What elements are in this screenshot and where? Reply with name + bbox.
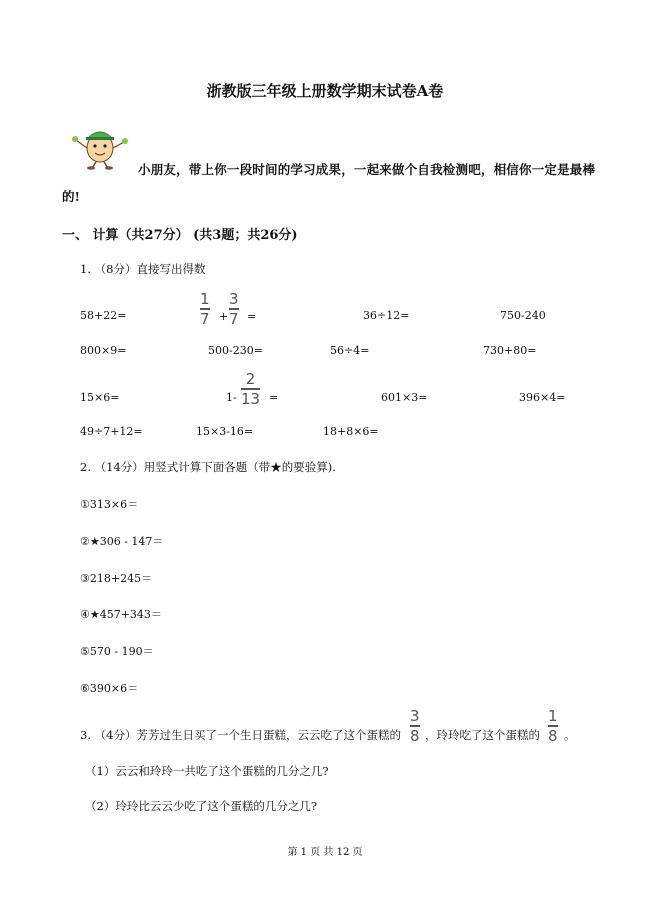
fraction-numerator: 3: [229, 290, 239, 308]
equals-sign: =: [269, 391, 279, 404]
q2-item-2: ②★306 - 147＝: [80, 535, 164, 548]
question-3-label-part3: 。: [564, 728, 576, 742]
q1-r4-b: 15×3-16=: [196, 425, 254, 438]
plus-sign: +: [219, 310, 229, 323]
q2-item-4: ④★457+343＝: [80, 608, 162, 621]
q1-r3-c: 601×3=: [381, 391, 428, 404]
q3-sub-question-1: （1）云云和玲玲一共吃了这个蛋糕的几分之几?: [85, 764, 329, 778]
q1-r2-d: 730+80=: [483, 344, 537, 357]
q1-r4-c: 18+8×6=: [323, 425, 379, 438]
fraction-numerator: 2: [245, 370, 256, 388]
question-3-label-part1: 3. （4分）芳芳过生日买了一个生日蛋糕，云云吃了这个蛋糕的: [80, 728, 401, 742]
q2-item-3: ③218+245＝: [80, 572, 153, 585]
fraction-denominator: 13: [241, 389, 261, 408]
q1-r3-fraction: [241, 371, 260, 407]
q1-r4-a: 49÷7+12=: [80, 425, 143, 438]
intro-text-line2: 的!: [62, 189, 80, 204]
question-3-label-part2: ，玲玲吃了这个蛋糕的: [425, 728, 540, 742]
intro-text-line1: 小朋友，带上你一段时间的学习成果，一起来做个自我检测吧，相信你一定是最棒: [138, 162, 596, 177]
q1-r1-fraction-b: [229, 291, 239, 327]
fraction-denominator: 7: [229, 309, 239, 328]
fraction-denominator: 8: [410, 726, 420, 745]
q3-sub-question-2: （2）玲玲比云云少吃了这个蛋糕的几分之几?: [85, 799, 317, 813]
q1-r3-d: 396×4=: [519, 391, 566, 404]
page-title: 浙教版三年级上册数学期末试卷A卷: [206, 82, 444, 100]
q2-item-1: ①313×6＝: [80, 498, 139, 511]
q1-r1-d: 750-240: [500, 309, 546, 322]
q1-r2-a: 800×9=: [80, 344, 127, 357]
q1-r2-b: 500-230=: [208, 344, 263, 357]
q3-fraction-yunyun: [410, 708, 420, 744]
section-heading: 一、 计算（共27分） (共3题；共26分): [62, 228, 298, 243]
q3-fraction-lingling: [548, 708, 558, 744]
question-1-label: 1. （8分）直接写出得数: [80, 262, 206, 276]
equals-sign: =: [247, 310, 257, 323]
fraction-denominator: 8: [548, 726, 558, 745]
fraction-denominator: 7: [200, 309, 210, 328]
q1-r3-a: 15×6=: [80, 391, 120, 404]
q1-r1-fraction-a: [200, 291, 210, 327]
q1-r1-a: 58+22=: [80, 309, 127, 322]
fraction-numerator: 3: [410, 707, 420, 725]
mascot-illustration: [70, 122, 130, 170]
q1-r2-c: 56÷4=: [330, 344, 370, 357]
fraction-numerator: 1: [200, 290, 210, 308]
q1-r1-c: 36÷12=: [363, 309, 410, 322]
question-2-label: 2. （14分）用竖式计算下面各题（带★的要验算).: [80, 460, 336, 474]
q2-item-5: ⑤570 - 190＝: [80, 645, 154, 658]
page-footer: 第 1 页 共 12 页: [287, 847, 363, 858]
q1-r3-minus-prefix: 1-: [226, 391, 237, 404]
fraction-numerator: 1: [548, 707, 558, 725]
q2-item-6: ⑥390×6＝: [80, 682, 139, 695]
